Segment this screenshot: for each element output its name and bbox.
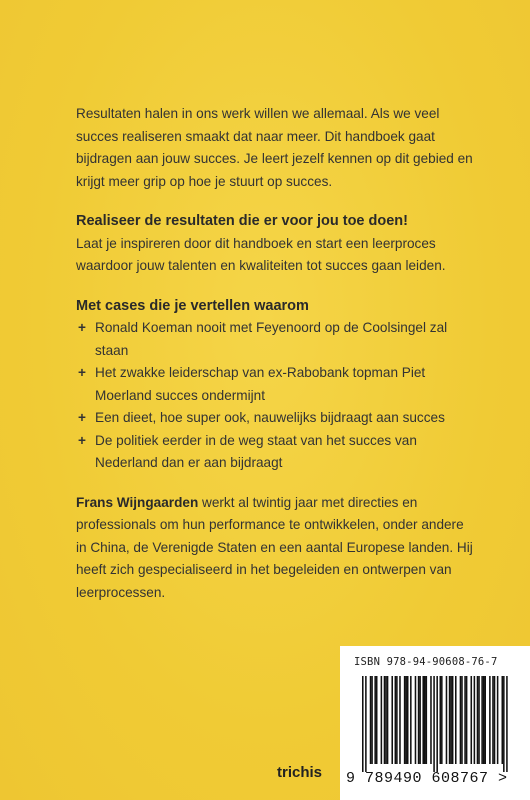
section-heading: Realiseer de resultaten die er voor jou toe doen!: [76, 213, 408, 229]
section-heading: Met cases die je vertellen waarom: [76, 297, 309, 314]
publisher-logo: trichis: [277, 764, 323, 781]
barcode-panel: [340, 646, 530, 800]
section-text: Laat je inspireren door dit handboek en start een leerproces waardoor jouw talenten en kwaliteiten tot succes gaan leiden.: [76, 235, 446, 273]
barcode-icon: [362, 676, 512, 772]
author-bio: [76, 492, 476, 605]
section-cases: [76, 295, 476, 475]
list-item: + Ronald Koeman nooit met Feyenoord op de Coolsingel zal staan: [76, 317, 476, 362]
barcode-digits: 9 789490 608767 >: [346, 770, 508, 787]
cover-text: [76, 103, 476, 604]
plus-icon: +: [78, 365, 86, 380]
intro-paragraph: Resultaten halen in ons werk willen we allemaal. Als we veel succes realiseren smaakt dat naar meer. Dit handboek gaat bijdragen aan jouw succes. Je leert jezelf kennen op dit gebied en krijgt meer grip op hoe je stuurt op succes.: [76, 106, 473, 189]
plus-icon: +: [78, 432, 86, 448]
isbn-label: ISBN 978-94-90608-76-7: [354, 656, 498, 668]
list-item: + Het zwakke leiderschap van ex-Rabobank topman Piet Moerland succes ondermijnt: [76, 362, 476, 407]
cases-list: [76, 317, 476, 475]
list-item: + Een dieet, hoe super ook, nauwelijks bijdraagt aan succes: [76, 407, 476, 430]
plus-icon: +: [78, 410, 86, 425]
author-bio-text: werkt al twintig jaar met directies en professionals om hun performance te ontwikkelen, onder andere in China, de Verenigde Staten en een aantal Europese landen. Hij heeft zich gespecialiseerd in het begeleiden en ontwerpen van leerprocessen.: [76, 494, 473, 600]
section-realiseer: [76, 210, 476, 278]
author-name: Frans Wijngaarden: [76, 494, 199, 510]
list-item: + De politiek eerder in de weg staat van het succes van Nederland dan er aan bijdraagt: [76, 430, 476, 475]
plus-icon: +: [78, 320, 86, 335]
